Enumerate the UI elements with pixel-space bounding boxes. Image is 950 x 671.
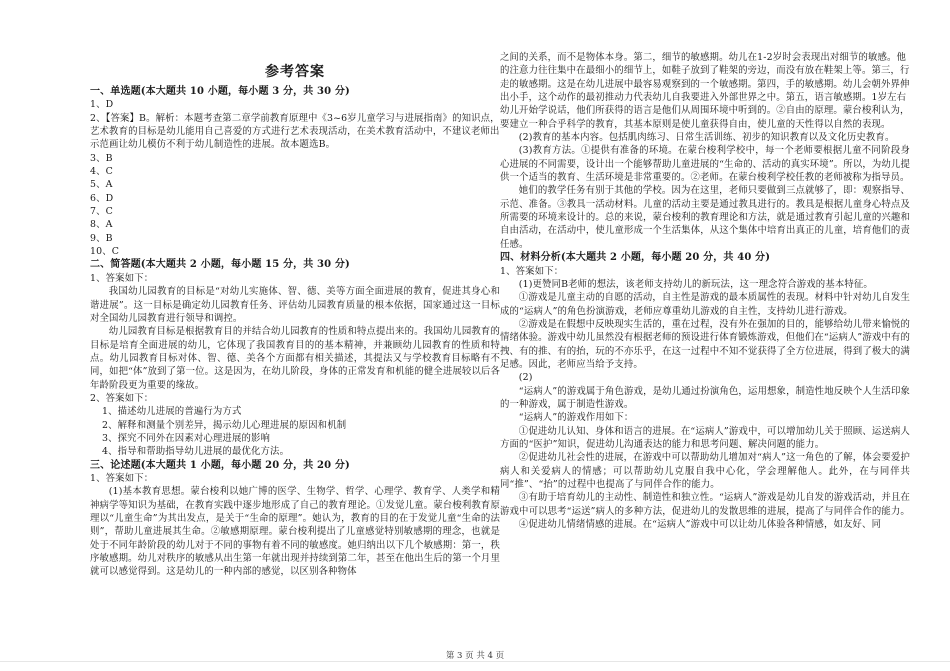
right-p-12: ①促进幼儿认知、身体和语言的进展。在“运病人”游戏中，可以增加幼儿关于照顾、运送病人方面的“医护”知识，促进幼儿沟通表达的能力和思考问题、解决问题的能力。 <box>500 425 910 450</box>
right-p-13: ②促进幼儿社会性的进展，在游戏中可以帮助幼儿增加对“病人”这一角色的了解，体会要爱护病人和关爱病人的情感；可以帮助幼儿克服自我中心化，学会理解他人。此外，在与同伴共同“推”、“抬”的过程中也提高了与同伴合作的能力。 <box>500 452 910 490</box>
right-p-9: (2) <box>518 372 533 384</box>
right-ans-5: 1、答案如下： <box>500 265 564 277</box>
right-plain-0: 之间的关系，而不是物体本身。第二，细节的敏感期。幼儿在1-2岁时会表现出对细节的敏感。他的注意力往往集中在最细小的细节上，如鞋子放到了鞋架的旁边，而没有放在鞋架上等。第三，行走的敏感期。这是在幼儿进展中最容易观察到的一个敏感期。第四，手的敏感期。幼儿会朝外界伸出小手，这个动作的最初推动力代表幼儿自我要进入外部世界之中。第五，语言敏感期。1岁左右幼儿开始学说话，他们所获得的语言是他们从周围环境中听到的。②自由的原理。蒙台梭利认为，要建立一种合乎科学的教育，其基本原则是使儿童获得自由，使儿童的天性得以自然的表现。 <box>500 52 910 130</box>
left-heading-11: 二、简答题(本大题共 2 小题，每小题 15 分，共 30 分) <box>90 259 350 271</box>
right-p-2: (3)教育方法。①提供有准备的环境。在蒙台梭利学校中，每一个老师要根据儿童不同阶段身心进展的不同需要，设计出一个能够帮助儿童进展的“生命的、活动的真实环境”。所以，为幼儿提供一个适当的教育、生活环境是非常重要的。②老师。在蒙台梭利学校任教的老师被称为指导员。 <box>500 145 910 184</box>
right-column-body <box>500 51 910 531</box>
left-sub-16: 1、描述幼儿进展的普遍行为方式 <box>102 406 242 418</box>
left-ans-3: 3、B <box>90 152 113 164</box>
left-ans-7: 7、C <box>90 206 113 218</box>
left-ans-15: 2、答案如下： <box>90 392 154 404</box>
page-footer: 第 3 页 共 4 页 <box>445 651 505 661</box>
right-p-11: “运病人”的游戏作用如下： <box>518 412 634 424</box>
right-p-6: (1)更赞同B老师的想法，该老师支持幼儿的新玩法，这一理念符合游戏的基本特征。 <box>518 278 873 290</box>
left-ans-9: 9、B <box>90 232 113 244</box>
left-p-22: (1)基本教育思想。蒙台梭利以她广博的医学、生物学、哲学、心理学、教育学、人类学和精神病学等知识为基础，在教育实践中逐步地形成了自己的教育理论。①发觉儿童。蒙台梭利教育原理以“儿童生命”为其出发点，是关于“生命的原理”。她认为，教育的目的在于发觉儿童“生命的法则”，帮助儿童进展其生命。②敏感期原理。蒙台梭利提出了儿童感觉特别敏感期的理念，也就是处于不同年龄阶段的幼儿对于不同的事物有着不同的敏感度。她归纳出以下几个敏感期：第一，秩序敏感期。幼儿对秩序的敏感从出生第一年就出现并持续到第二年，甚至在他出生后的第一个月里就可以感觉得到。这是幼儿的一种内部的感觉，以区别各种物体 <box>90 486 500 578</box>
right-p-14: ③有助于培育幼儿的主动性、制造性和独立性。“运病人”游戏是幼儿自发的游戏活动，并且在游戏中可以思考“运送”病人的多种方法，促进幼儿的发散思维的进展，提高了与同伴合作的能力。 <box>500 492 910 517</box>
left-sub-17: 2、解释和测量个别差异，揭示幼儿心理进展的原因和机制 <box>102 419 347 431</box>
left-ans-6: 6、D <box>90 192 114 204</box>
left-heading-20: 三、论述题(本大题共 1 小题，每小题 20 分，共 20 分) <box>90 459 350 471</box>
left-ans-1: 1、D <box>90 99 114 111</box>
left-ans-10: 10、C <box>90 246 120 258</box>
right-p-8: ②游戏是在假想中反映现实生活的，重在过程，没有外在强加的目的，能够给幼儿带来愉悦的情绪体验。游戏中幼儿虽然没有根据老师的预设进行体育锻炼游戏，但他们在“运病人”游戏中有的拽、有的推、有的抬，玩的不亦乐乎，在这一过程中不知不觉获得了全方位进展，得到了极大的满足感。因此，老师应当给予支持。 <box>500 318 910 370</box>
right-p-3: 她们的教学任务有别于其他的学校。因为在这里，老师只要做到三点就够了，即：观察指导、示范、准备。③教具一活动材料。儿童的活动主要是通过教具进行的。教具是根据儿童身心特点及所需要的环境来设计的。总的来说，蒙台梭利的教育理论和方法，就是通过教育引起儿童的兴趣和自由活动，在活动中，使儿童形成一个生活集体，从这个集体中培育出真正的儿童，培育他们的责任感。 <box>500 185 910 250</box>
left-ans-12: 1、答案如下： <box>90 272 154 284</box>
left-ans-4: 4、C <box>90 166 113 178</box>
left-p-13: 我国幼儿园教育的目标是“对幼儿实施体、智、德、美等方面全面进展的教育，促进其身心和谐进展”。这一目标是确定幼儿园教育任务、评估幼儿园教育质量的根本依据，国家通过这一目标对全国幼儿园教育进行领导和调控。 <box>90 286 500 324</box>
footer-divider <box>0 661 950 662</box>
right-p-10: “运病人”的游戏属于角色游戏，是幼儿通过扮演角色，运用想象，制造性地反映个人生活印象的一种游戏，属于制造性游戏。 <box>500 385 910 410</box>
right-p-15: ④促进幼儿情绪情感的进展。在“运病人”游戏中可以让幼儿体验各种情感，如友好、同 <box>518 519 882 531</box>
left-ans-21: 1、答案如下： <box>90 472 154 484</box>
right-column <box>500 51 910 531</box>
left-ans-5: 5、A <box>90 179 113 191</box>
left-sub-18: 3、探究不同外在因素对心理进展的影响 <box>102 432 271 444</box>
right-heading-4: 四、材料分析(本大题共 2 小题，每小题 20 分，共 40 分) <box>500 252 771 264</box>
left-ans-2: 2、【答案】B。解析：本题考查第二章学前教育原理中《3~6岁儿童学习与进展指南》的知识点，艺术教育的目标是幼儿能用自己喜爱的方式进行艺术表现活动，在美术教育活动中，不建议老师出示范画让幼儿模仿不利于幼儿制造性的进展。故本题选B。 <box>90 112 500 151</box>
right-p-7: ①游戏是儿童主动的自愿的活动，自主性是游戏的最本质属性的表现。材料中针对幼儿自发生成的“运病人”的角色扮演游戏，老师应尊重幼儿游戏的自主性，支持幼儿进行游戏。 <box>500 292 910 317</box>
left-sub-19: 4、指导和帮助指导幼儿进展的最优化方法。 <box>102 446 290 458</box>
left-ans-8: 8、A <box>90 219 113 231</box>
page-title: 参考答案 <box>265 64 325 80</box>
right-p-1: (2)教育的基本内容。包括肌肉练习、日常生活训练、初步的知识教育以及文化历史教育。 <box>518 132 895 144</box>
left-column <box>90 62 500 579</box>
left-heading-0: 一、单选题(本大题共 10 小题，每小题 3 分，共 30 分) <box>90 86 350 97</box>
left-p-14: 幼儿园教育目标是根据教育目的并结合幼儿园教育的性质和特点提出来的。我国幼儿园教育的目标是培育全面进展的幼儿，它体现了我国教育目的的基本精神，并兼顾幼儿园教育的性质和特点。幼儿园教育目标对体、智、德、美各个方面都有相关描述，其提法又与学校教育目标略有不同，如把“体”放到了第一位。这是因为，在幼儿阶段，身体的正常发育和机能的健全进展较以后各年龄阶段更为重要的缘故。 <box>90 326 500 391</box>
left-column-body <box>90 85 500 579</box>
